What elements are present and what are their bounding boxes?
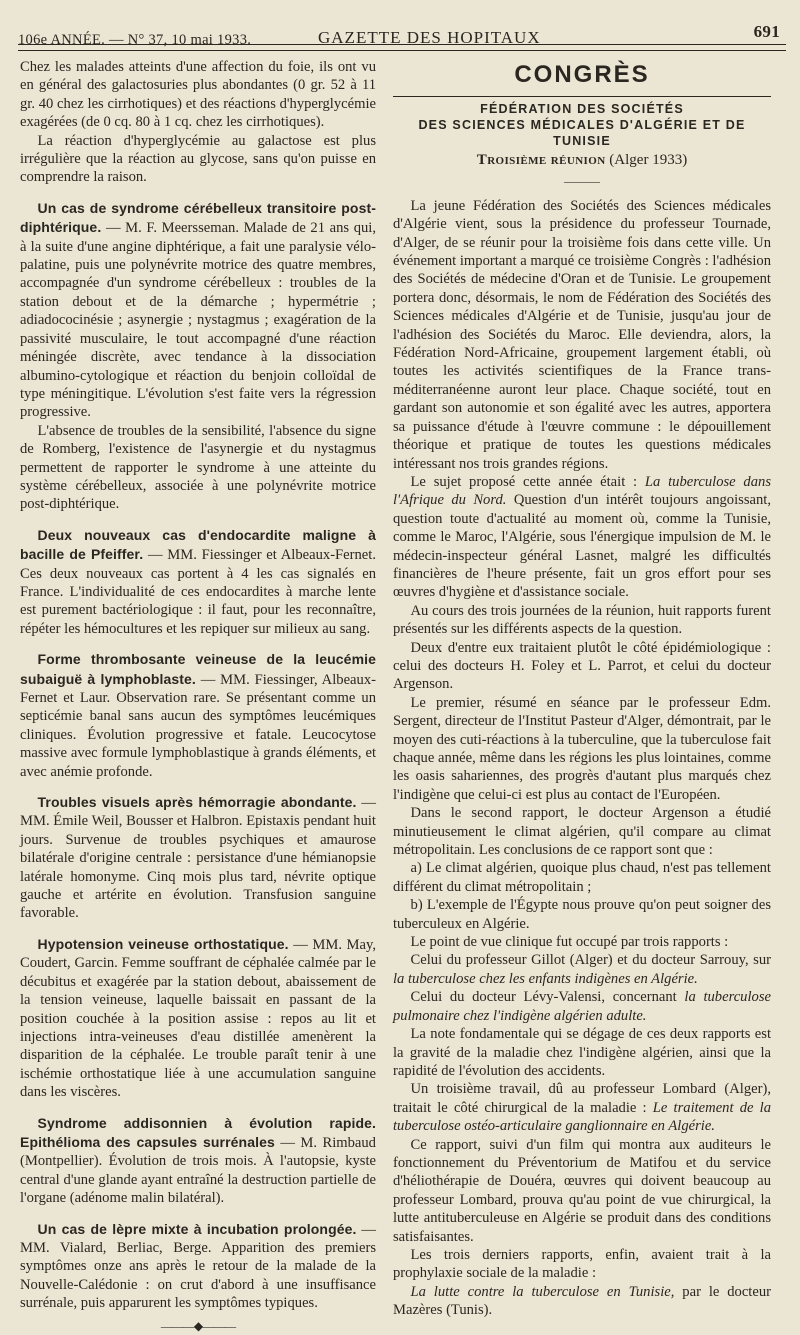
paragraph: Un troisième travail, dû au professeur Lombard (Alger), traitait le côté chirurgical de la maladie : Le traitement de la tuberculose ostéo-articulaire ganglionnaire en Algérie. <box>393 1081 771 1135</box>
left-column <box>20 58 376 1335</box>
entry-title: Hypotension veineuse orthostatique. <box>37 935 289 952</box>
entry-text: Apparition des premiers symptômes onze ans après le retour de la malade de la Nouvelle-Calédonie : on crut d'abord à une insuffisance surrénale, puis apparurent les symptômes typiques. <box>20 1239 376 1312</box>
entry-title: Troubles visuels après hémorragie abondante. <box>37 794 357 811</box>
paragraph: Le sujet proposé cette année était : La tuberculose dans l'Afrique du Nord. Question d'un intérêt toujours angoissant, question toute d'actualité au moment où, comme la Tunisie, comme le Maroc, l'Algérie, sous l'énergique impulsion de M. le médecin-inspecteur général Lasnet, malgré les difficultés financières de l'heure présente, fait un gros effort pour ses œuvres d'hygiène et d'assistance sociale. <box>393 473 771 601</box>
communication-entry <box>20 793 376 923</box>
entry-authors: — M. Rimbaud (Montpellier). <box>20 1134 376 1170</box>
entry-authors: — MM. Fiessinger, Albeaux-Fernet et Laur. <box>20 671 376 706</box>
header-rule <box>18 44 786 45</box>
section-title: CONGRÈS <box>514 61 650 88</box>
paragraph: L'absence de troubles de la sensibilité, l'absence du signe de Romberg, l'existence de l'asynergie et du nystagmus permettent de rapporter le syndrome à une atteinte du système cérébelleux, associée à une polynévrite motrice post-diphtérique. <box>20 422 376 513</box>
entry-authors: — M. F. Meersseman. <box>105 220 240 237</box>
entry-authors: — MM. May, Coudert, Garcin. <box>20 936 376 972</box>
entry-authors: — MM. Fiessinger et Albeaux-Fernet. <box>147 547 376 564</box>
communication-entry <box>20 935 376 1102</box>
entry-text: Malade de 21 ans qui, à la suite d'une angine diphtérique, a fait une paralysie vélo-palatine, puis une polynévrite motrice des quatre membres, accompagnée d'un syndrome cérébelleux : troubles de la station debout et de la démarche ; hypermétrie ; adiadococinésie ; asynergie ; nystagmus ; exagération de la passivité musculaire, le tout accompagné d'une réaction méningée discrète, avec tendance à la dissociation albumino-cytologique et réaction du benjoin colloïdal de type méningitique. L'évolution s'est faite vers la régression progressive. <box>20 220 376 421</box>
paragraph: Deux d'entre eux traitaient plutôt le côté épidémiologique : celui des docteurs H. Foley et L. Parrot, et celui du docteur Argenson. <box>393 639 771 693</box>
communication-entry <box>20 526 376 638</box>
entry-text: Évolution de trois mois. À l'autopsie, kyste central d'une glande ayant entraîné la destruction partielle de l'organe (adénome malin bilatéral). <box>20 1153 377 1207</box>
paragraph: b) L'exemple de l'Égypte nous prouve qu'on peut soigner des tuberculeux en Algérie. <box>393 897 771 932</box>
paragraph: Les trois derniers rapports, enfin, avaient trait à la prophylaxie sociale de la maladie : <box>393 1246 771 1282</box>
entry-title: Un cas de lèpre mixte à incubation prolongée. <box>37 1220 357 1237</box>
communication-entry <box>20 199 376 514</box>
entry-title: Deux nouveaux cas d'endocardite maligne à bacille de Pfeiffer. <box>20 526 376 563</box>
paragraph: Au cours des trois journées de la réunion, huit rapports furent présentés sur les différents aspects de la question. <box>393 602 771 638</box>
communication-entry <box>20 1114 376 1208</box>
paragraph: Celui du professeur Gillot (Alger) et du docteur Sarrouy, sur la tuberculose chez les enfants indigènes en Algérie. <box>393 952 771 987</box>
meeting-subtitle: Troisième réunion (Alger 1933) <box>476 152 688 169</box>
entry-title: Un cas de syndrome cérébelleux transitoire post-diphtérique. <box>20 199 376 236</box>
journal-title: GAZETTE DES HOPITAUX <box>318 28 541 47</box>
communication-entry <box>20 1220 376 1313</box>
entry-text: Femme souffrant de céphalée calmée par le décubitus et exagérée par la station debout, abaissement de la tension veineuse, laquelle baissait en passant de la position couchée à la position assise : repos au lit et injections intra-veineuses d'eau distillée amenèrent la disparition de la céphalée. Le trouble paraît tenir à une ischémie orthostatique liée à une accumulation sanguine dans les viscères. <box>20 955 377 1101</box>
entry-text: Observation rare. Se présentant comme un septicémie banal sans aucun des symptômes leucémiques cliniques. Évolution progressive et fatale. Leucocytose massive avec formule lymphoblastique à grands éléments, et avec anémie profonde. <box>20 690 376 780</box>
title-rule <box>393 96 771 97</box>
communication-entry <box>20 650 376 781</box>
entry-authors: — MM. Vialard, Berliac, Berge. <box>20 1221 376 1256</box>
header-rule-thin <box>18 50 786 51</box>
paragraph: Ce rapport, suivi d'un film qui montra aux auditeurs le fonctionnement du Préventorium de Matifou et du service d'héliothérapie de Douéra, œuvres qui doivent beaucoup au professeur Lombard, prouva qu'au point de vue chirurgical, la lutte antituberculeuse en Algérie se produit dans des conditions satisfaisantes. <box>393 1136 771 1245</box>
paragraph: Le point de vue clinique fut occupé par trois rapports : <box>410 934 729 951</box>
entry-authors: — MM. Émile Weil, Bousser et Halbron. <box>20 795 376 830</box>
page-number: 691 <box>753 22 780 41</box>
paragraph: Chez les malades atteints d'une affection du foie, ils ont vu en général des galactosuries plus abondantes (0 gr. 52 à 11 gr. 40 chez les cirrhotiques) et des réactions d'hyperglycémie exagérées (de 0 cq. 80 à 1 cq. chez les cirrhotiques). <box>20 59 376 131</box>
right-column <box>393 60 771 1320</box>
entry-title: Forme thrombosante veineuse de la leucémie subaiguë à lymphoblaste. <box>20 651 376 687</box>
section-divider: ———◆——— <box>160 1318 236 1333</box>
paragraph: La lutte contre la tuberculose en Tunisie, par le docteur Mazères (Tunis). <box>393 1283 771 1319</box>
paragraph: Celui du docteur Lévy-Valensi, concernant la tuberculose pulmonaire chez l'indigène algérien adulte. <box>393 989 771 1024</box>
small-divider: ——— <box>564 174 600 189</box>
paragraph: La note fondamentale qui se dégage de ces deux rapports est la gravité de la maladie chez l'indigène algérien, ainsi que la rapidité de l'évolution des accidents. <box>393 1026 771 1079</box>
section-subtitle: DES SCIENCES MÉDICALES D'ALGÉRIE ET DE TUNISIE <box>418 118 746 149</box>
section-subtitle: FÉDÉRATION DES SOCIÉTÉS <box>480 102 684 117</box>
paragraph: La jeune Fédération des Sociétés des Sciences médicales d'Algérie vient, sous la présidence du professeur Tournade, d'Alger, de se réunir pour la troisième fois dans cette ville. Un événement important a marqué ce troisième Congrès : l'adhésion des Sociétés de médecine d'Oran et de Tunisie. Le groupement portera donc, désormais, le nom de Fédération des Sociétés des Sciences médicales d'Algérie et de Tunisie, jusqu'au jour de l'adhésion des Sociétés du Maroc. Elle deviendra, alors, la Fédération Nord-Africaine, groupement largement établi, où toutes les activités scientifiques de la France trans-méditerranéenne auront leur place. Chaque société, tout en gardant son autonomie et son égalité avec les autres, apportera sa puissance d'étude à l'œuvre commune : le dépouillement théorique et pratique de toutes les questions médicales intéressant nos trois grandes régions. <box>393 197 771 472</box>
issue-info: 106e ANNÉE. — N° 37, 10 mai 1933. <box>18 32 252 48</box>
paragraph: Le premier, résumé en séance par le professeur Edm. Sergent, directeur de l'Institut Pasteur d'Alger, démontrait, par le moyen des cuti-réactions à la tuberculine, que la tuberculose fait chaque année, même dans les régions les plus lointaines, comme les oasis sahariennes, des progrès d'autant plus marqués chez l'indigène que celui-ci est plus au contact de l'Européen. <box>393 694 771 803</box>
entry-title: Syndrome addisonnien à évolution rapide. Epithélioma des capsules surrénales <box>20 1114 376 1150</box>
entry-text: Ces deux nouveaux cas portent à 4 les cas signalés en France. L'individualité de ces endocardites à marche lente est purement bactériologique : il faut, pour les reconnaître, répéter les hémocultures et les repiquer sur milieux au sang. <box>20 565 376 637</box>
paragraph: Dans le second rapport, le docteur Argenson a étudié minutieusement le climat algérien, qu'il compare au climat métropolitain. Les conclusions de ce rapport sont que : <box>393 805 771 859</box>
paragraph: La réaction d'hyperglycémie au galactose est plus irrégulière que la réaction au glycose, sans qu'on puisse en comprendre la raison. <box>20 132 376 186</box>
paragraph: a) Le climat algérien, quoique plus chaud, n'est pas tellement différent du climat métropolitain ; <box>393 860 771 895</box>
entry-text: Epistaxis pendant huit jours. Survenue de troubles psychiques et amaurose bilatérale d'origine centrale : persistance d'une hémianopsie latérale homonyme. Cinq mois plus tard, névrite optique gauche et artérite en évolution. Transfusion sanguine favorable. <box>20 813 376 922</box>
